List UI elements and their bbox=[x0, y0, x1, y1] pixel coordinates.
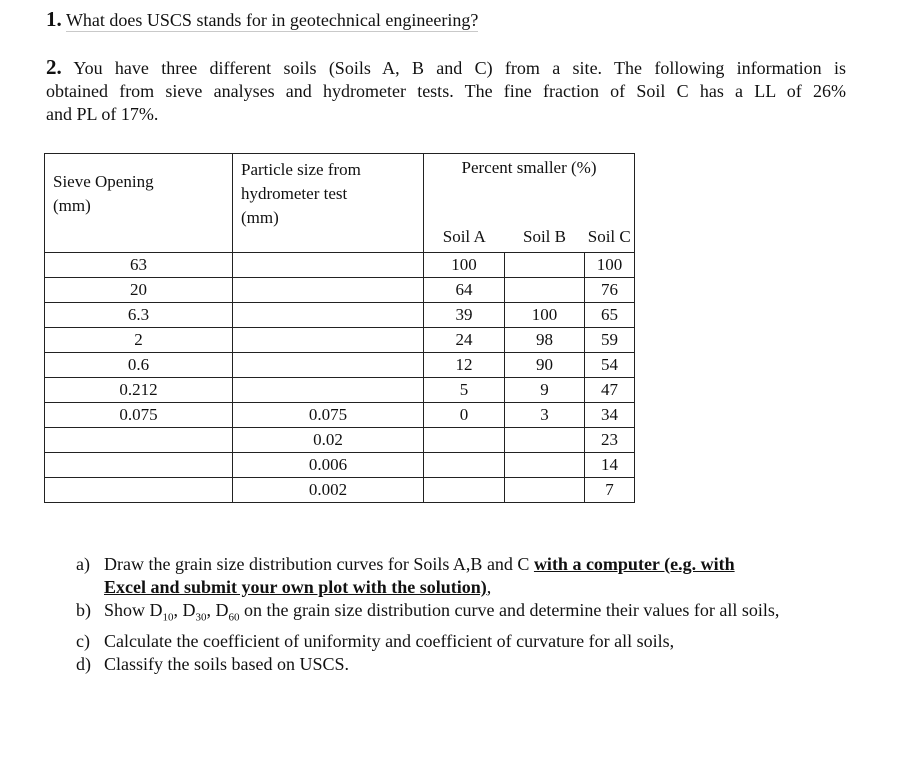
part-c-text: Calculate the coefficient of uniformity and coefficient of curvature for all soils, bbox=[104, 630, 675, 651]
header-hydrometer-line-1: Particle size from bbox=[241, 160, 361, 179]
cell-sieve bbox=[45, 428, 233, 453]
cell-soil-b: 90 bbox=[505, 353, 585, 378]
cell-sieve: 6.3 bbox=[45, 303, 233, 328]
cell-soil-b: 3 bbox=[505, 403, 585, 428]
cell-soil-c: 65 bbox=[585, 303, 635, 328]
header-soil-a: Soil A bbox=[424, 204, 505, 253]
part-a-label: a) bbox=[76, 554, 90, 574]
part-d-text: Classify the soils based on USCS. bbox=[104, 653, 350, 674]
question-1-number: 1. bbox=[46, 7, 62, 31]
part-b-sep-1: , D bbox=[173, 600, 196, 620]
cell-soil-c: 34 bbox=[585, 403, 635, 428]
cell-soil-b: 98 bbox=[505, 328, 585, 353]
cell-hydrometer bbox=[233, 253, 424, 278]
cell-soil-b bbox=[505, 453, 585, 478]
table-row bbox=[45, 403, 635, 428]
cell-soil-a: 64 bbox=[424, 278, 505, 303]
part-c bbox=[76, 630, 836, 653]
table-row bbox=[45, 378, 635, 403]
cell-soil-b bbox=[505, 253, 585, 278]
header-sieve-opening-line-2: (mm) bbox=[53, 196, 91, 215]
part-b-d60-sub: 60 bbox=[228, 611, 240, 624]
cell-soil-b bbox=[505, 478, 585, 503]
part-a-tail: , bbox=[486, 577, 492, 597]
cell-sieve bbox=[45, 478, 233, 503]
part-b-show: Show D bbox=[104, 600, 163, 620]
header-soil-c: Soil C bbox=[585, 204, 635, 253]
part-b-d30-sub: 30 bbox=[195, 611, 207, 624]
cell-soil-b bbox=[505, 278, 585, 303]
part-a bbox=[76, 553, 836, 599]
question-2-line-1-text: You have three different soils (Soils A, B and C) from a site. The following information is bbox=[73, 58, 846, 78]
cell-sieve: 2 bbox=[45, 328, 233, 353]
cell-hydrometer bbox=[233, 278, 424, 303]
table-header-row bbox=[45, 154, 635, 205]
cell-soil-c: 47 bbox=[585, 378, 635, 403]
header-hydrometer bbox=[233, 154, 424, 253]
cell-hydrometer bbox=[233, 353, 424, 378]
table-row bbox=[45, 353, 635, 378]
table-row bbox=[45, 328, 635, 353]
table-row bbox=[45, 253, 635, 278]
header-hydrometer-line-2: hydrometer test bbox=[241, 184, 348, 203]
cell-soil-a: 5 bbox=[424, 378, 505, 403]
cell-soil-c: 76 bbox=[585, 278, 635, 303]
question-2-line-2: obtained from sieve analyses and hydrometer tests. The fine fraction of Soil C has a LL of 26% bbox=[46, 81, 846, 101]
cell-sieve: 20 bbox=[45, 278, 233, 303]
question-2-line-1 bbox=[46, 56, 846, 80]
cell-soil-c: 14 bbox=[585, 453, 635, 478]
question-2-line-3: and PL of 17%. bbox=[46, 104, 159, 124]
question-1 bbox=[46, 7, 478, 32]
cell-soil-a: 100 bbox=[424, 253, 505, 278]
part-a-text: Draw the grain size distribution curves for Soils A,B and C bbox=[104, 554, 534, 574]
cell-soil-a bbox=[424, 478, 505, 503]
cell-soil-c: 100 bbox=[585, 253, 635, 278]
cell-soil-c: 23 bbox=[585, 428, 635, 453]
cell-soil-b bbox=[505, 428, 585, 453]
cell-sieve: 63 bbox=[45, 253, 233, 278]
table-row bbox=[45, 478, 635, 503]
part-b-sep-2: , D bbox=[206, 600, 229, 620]
cell-sieve: 0.212 bbox=[45, 378, 233, 403]
part-a-emphasis-1: with a computer (e.g. with bbox=[533, 554, 735, 574]
cell-soil-a: 12 bbox=[424, 353, 505, 378]
cell-soil-b: 100 bbox=[505, 303, 585, 328]
header-sieve-opening-line-1: Sieve Opening bbox=[53, 172, 154, 191]
cell-sieve bbox=[45, 453, 233, 478]
cell-hydrometer bbox=[233, 328, 424, 353]
part-b bbox=[76, 599, 836, 630]
part-a-emphasis-2: Excel and submit your own plot with the solution) bbox=[104, 577, 487, 597]
part-d bbox=[76, 653, 836, 676]
cell-hydrometer bbox=[233, 303, 424, 328]
part-b-d10-sub: 10 bbox=[162, 611, 174, 624]
cell-soil-a bbox=[424, 428, 505, 453]
header-hydrometer-line-3: (mm) bbox=[241, 208, 279, 227]
table-row bbox=[45, 453, 635, 478]
question-1-text: What does USCS stands for in geotechnical engineering? bbox=[65, 10, 479, 30]
table-row bbox=[45, 303, 635, 328]
cell-hydrometer: 0.002 bbox=[233, 478, 424, 503]
cell-soil-a bbox=[424, 453, 505, 478]
cell-hydrometer bbox=[233, 378, 424, 403]
cell-soil-b: 9 bbox=[505, 378, 585, 403]
cell-hydrometer: 0.075 bbox=[233, 403, 424, 428]
cell-soil-a: 0 bbox=[424, 403, 505, 428]
cell-soil-c: 59 bbox=[585, 328, 635, 353]
question-2-number: 2. bbox=[46, 55, 62, 79]
cell-hydrometer: 0.02 bbox=[233, 428, 424, 453]
cell-soil-c: 54 bbox=[585, 353, 635, 378]
part-b-label: b) bbox=[76, 600, 91, 620]
header-percent-smaller: Percent smaller (%) bbox=[424, 154, 635, 205]
cell-sieve: 0.6 bbox=[45, 353, 233, 378]
cell-soil-a: 39 bbox=[424, 303, 505, 328]
sub-questions bbox=[76, 553, 836, 676]
question-2 bbox=[46, 56, 846, 126]
table-row bbox=[45, 278, 635, 303]
part-d-label: d) bbox=[76, 653, 91, 674]
cell-sieve: 0.075 bbox=[45, 403, 233, 428]
cell-soil-a: 24 bbox=[424, 328, 505, 353]
part-c-label: c) bbox=[76, 630, 90, 651]
cell-hydrometer: 0.006 bbox=[233, 453, 424, 478]
header-soil-b: Soil B bbox=[505, 204, 585, 253]
part-b-text: on the grain size distribution curve and determine their values for all soils, bbox=[239, 600, 780, 620]
header-sieve-opening bbox=[45, 154, 233, 253]
cell-soil-c: 7 bbox=[585, 478, 635, 503]
table-row bbox=[45, 428, 635, 453]
sieve-data-table bbox=[44, 153, 635, 503]
